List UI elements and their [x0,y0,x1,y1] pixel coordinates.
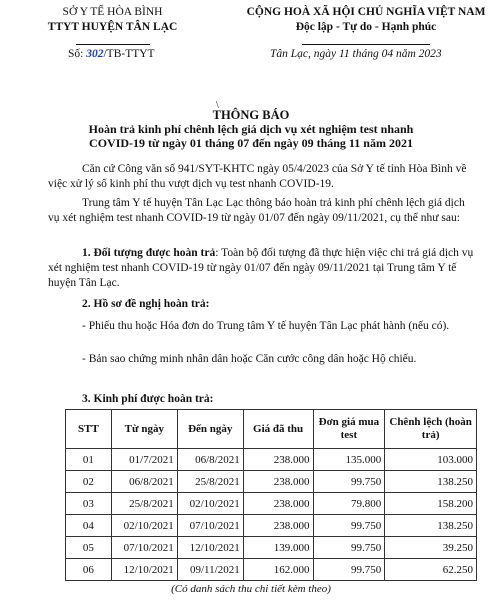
cell-from-date: 12/10/2021 [111,559,177,581]
cell-from-date: 06/8/2021 [111,471,177,493]
handwritten-number: 302 [86,48,104,60]
cell-unit-price: 99.750 [313,471,385,493]
cell-price-charged: 139.000 [243,537,313,559]
col-header-test-unit-price: Đơn giá mua test [313,410,385,449]
refund-table [65,409,477,581]
cell-from-date: 02/10/2021 [111,515,177,537]
cell-stt: 05 [66,537,112,559]
parent-organization: SỞ Y TẾ HÒA BÌNH [62,6,163,18]
paragraph-basis: Căn cứ Công văn số 941/SYT-KHTC ngày 05/4/2023 của Sở Y tế tỉnh Hòa Bình về việc xử lý số kinh phí thu vượt dịch vụ test nhanh COVID-19. [48,163,467,190]
national-header [230,5,502,50]
cell-price-charged: 238.000 [243,515,313,537]
cell-from-date: 25/8/2021 [111,493,177,515]
section-1-label: 1. Đối tượng được hoàn trả [82,247,216,259]
col-header-refund-difference: Chênh lệch (hoàn trả) [385,410,477,449]
cell-unit-price: 99.750 [313,559,385,581]
table-row [66,515,477,537]
table-row [66,537,477,559]
cell-unit-price: 99.750 [313,537,385,559]
cell-price-charged: 162.000 [243,559,313,581]
attachment-note: (Có danh sách thu chi tiết kèm theo) [171,583,331,595]
cell-stt: 01 [66,449,112,471]
cell-stt: 03 [66,493,112,515]
col-header-price-charged: Giá đã thu [243,410,313,449]
section-2-item-1: - Phiếu thu hoặc Hóa đơn do Trung tâm Y tế huyện Tân Lạc phát hành (nếu có). [82,320,450,332]
document-title [0,108,502,150]
organization-name: TTYT HUYỆN TÂN LẠC [47,21,178,33]
cell-refund: 138.250 [385,471,477,493]
cell-to-date: 12/10/2021 [177,537,243,559]
cell-to-date: 07/10/2021 [177,515,243,537]
title-line-2: COVID-19 từ ngày 01 tháng 07 đến ngày 09 tháng 11 năm 2021 [89,136,413,150]
title-line-1: Hoàn trả kinh phí chênh lệch giá dịch vụ xét nghiệm test nhanh [88,122,414,136]
cell-stt: 02 [66,471,112,493]
col-header-stt: STT [66,410,112,449]
cell-to-date: 09/11/2021 [177,559,243,581]
cell-refund: 138.250 [385,515,477,537]
section-1-text: : Toàn bộ đối tượng đã thực hiện việc chi trả giá dịch vụ xét nghiệm test nhanh COVID-19 từ ngày 01/07 đến ngày 09/11/2021 tại Trung tâm Y tế huyện Tân Lạc. [48,247,474,289]
issuing-organization [0,5,225,50]
motto-underline [302,44,430,45]
cell-unit-price: 135.000 [313,449,385,471]
place-date: Tân Lạc, ngày 11 tháng 04 năm 2023 [270,48,442,60]
table-row [66,449,477,471]
document-number: Số: 302/TB-TTYT [68,48,155,60]
table-row [66,493,477,515]
cell-price-charged: 238.000 [243,493,313,515]
cell-stt: 04 [66,515,112,537]
cell-from-date: 01/7/2021 [111,449,177,471]
cell-to-date: 06/8/2021 [177,449,243,471]
cell-stt: 06 [66,559,112,581]
cell-to-date: 25/8/2021 [177,471,243,493]
col-header-from-date: Từ ngày [111,410,177,449]
nation-name: CỘNG HOÀ XÃ HỘI CHỦ NGHĨA VIỆT NAM [246,6,486,18]
paragraph-notice: Trung tâm Y tế huyện Tân Lạc Lạc thông báo hoàn trả kinh phí chênh lệch giá dịch vụ xét nghiệm test nhanh COVID-19 từ ngày 01/07 đến ngày 09/11/2021, cụ thể như sau: [48,197,465,224]
cell-price-charged: 238.000 [243,471,313,493]
section-2-item-2: - Bản sao chứng minh nhân dân hoặc Căn cước công dân hoặc Hộ chiếu. [82,353,417,365]
section-2-label: 2. Hồ sơ đề nghị hoàn trả: [82,298,210,310]
motto: Độc lập - Tự do - Hạnh phúc [295,21,437,33]
title-heading: THÔNG BÁO [212,108,290,122]
cell-refund: 158.200 [385,493,477,515]
table-row [66,471,477,493]
cell-unit-price: 79.800 [313,493,385,515]
col-header-to-date: Đến ngày [177,410,243,449]
pen-mark: \ [216,100,219,111]
cell-refund: 62.250 [385,559,477,581]
cell-from-date: 07/10/2021 [111,537,177,559]
cell-unit-price: 99.750 [313,515,385,537]
cell-refund: 39.250 [385,537,477,559]
org-underline [76,44,150,45]
section-3-label: 3. Kinh phí được hoàn trả: [82,393,214,405]
section-1 [48,246,478,291]
cell-to-date: 02/10/2021 [177,493,243,515]
table-header-row [66,410,477,449]
cell-price-charged: 238.000 [243,449,313,471]
cell-refund: 103.000 [385,449,477,471]
table-row [66,559,477,581]
